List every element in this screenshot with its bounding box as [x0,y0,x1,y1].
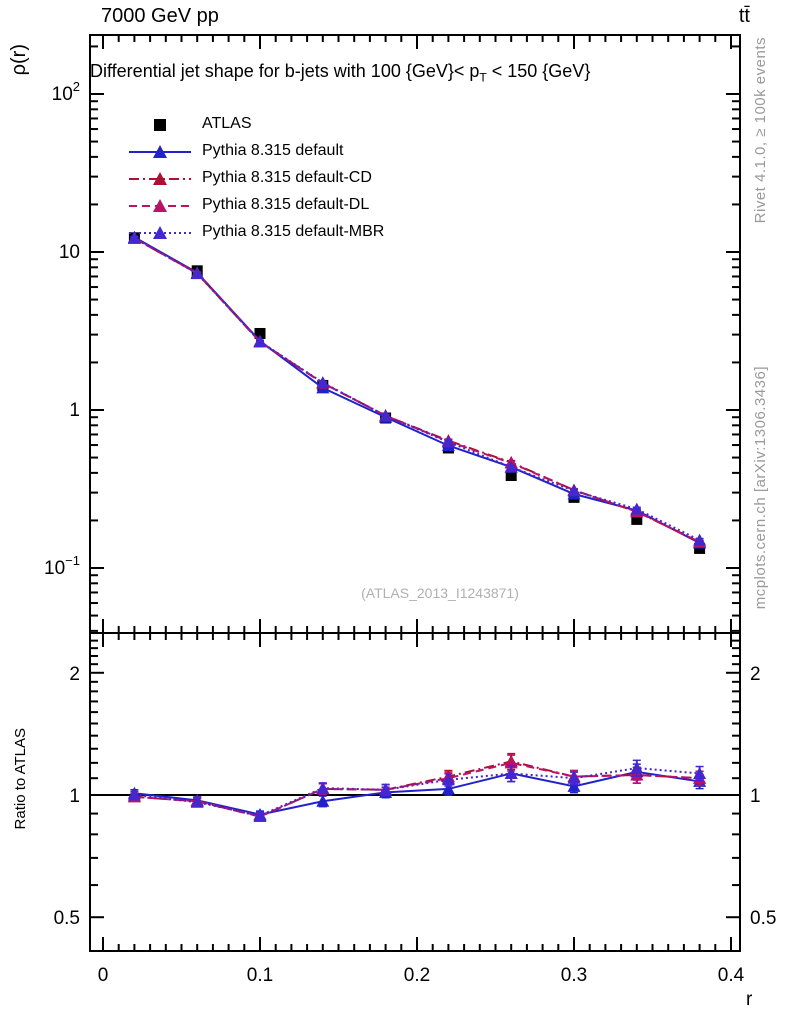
svg-text:1: 1 [69,400,80,421]
legend-marker-atlas [128,114,192,134]
rivet-version-note: Rivet 4.1.0, ≥ 100k events [752,37,769,224]
analysis-watermark: (ATLAS_2013_I1243871) [361,585,519,601]
legend [128,110,384,245]
legend-marker-pythia-8-315-default-cd [128,168,192,188]
series-main-pythia-8-315-default [128,231,706,549]
main-y-tick-labels [44,79,80,579]
plot-title-subscript: T [479,70,487,85]
svg-text:0: 0 [97,965,109,986]
legend-marker-pythia-8-315-default-mbr [128,222,192,242]
series-main-pythia-8-315-default-dl [128,232,706,548]
svg-text:0.5: 0.5 [53,908,80,930]
svg-text:102: $10^2$ [51,79,80,105]
ratio-y-ticks [90,641,740,918]
x-axis-label: r [746,989,753,1010]
process-label: tt̄ [738,5,750,27]
svg-text:2: 2 [69,663,80,685]
legend-label: ATLAS [202,114,252,132]
legend-item-atlas [128,110,384,137]
plot-title-pre: Differential jet shape for b-jets with 100 {GeV}< p [90,61,480,81]
series-main-pythia-8-315-default-mbr [128,231,706,545]
legend-item-pythia-8-315-default [128,137,384,164]
series-ratio-pythia-8-315-default-cd [128,754,706,822]
legend-item-pythia-8-315-default-mbr [128,218,384,245]
svg-text:1: 1 [69,786,80,807]
svg-text:10−1: $10^{-1}$ [44,553,80,579]
mcplots-credit-note: mcplots.cern.ch [arXiv:1306.3436] [752,366,769,610]
plot-title [90,61,752,85]
legend-label: Pythia 8.315 default [202,141,344,159]
y-axis-label-ratio: Ratio to ATLAS [12,728,29,830]
beam-energy-label: 7000 GeV pp [101,5,219,27]
legend-label: Pythia 8.315 default-CD [202,168,372,186]
legend-label: Pythia 8.315 default-MBR [202,222,385,240]
y-axis-label-main: ρ(r) [8,44,30,76]
legend-marker-pythia-8-315-default-dl [128,195,192,215]
x-tick-labels [98,965,745,986]
legend-label: Pythia 8.315 default-DL [202,195,370,213]
legend-item-pythia-8-315-default-dl [128,191,384,218]
legend-marker-pythia-8-315-default [128,141,192,161]
svg-text:0.2: 0.2 [403,965,431,986]
svg-text:1: 1 [750,786,761,807]
plot-title-post: < 150 {GeV} [486,61,591,81]
series-main-pythia-8-315-default-cd [128,232,706,548]
svg-text:0.1: 0.1 [246,965,274,986]
series-ratio-pythia-8-315-default [128,764,706,820]
series-ratio-pythia-8-315-default-dl [128,755,706,822]
svg-text:2: 2 [750,663,761,685]
svg-text:0.3: 0.3 [560,965,588,986]
svg-text:0.4: 0.4 [717,965,745,986]
svg-text:10: 10 [58,242,80,263]
legend-item-pythia-8-315-default-cd [128,164,384,191]
svg-text:0.5: 0.5 [750,908,777,930]
